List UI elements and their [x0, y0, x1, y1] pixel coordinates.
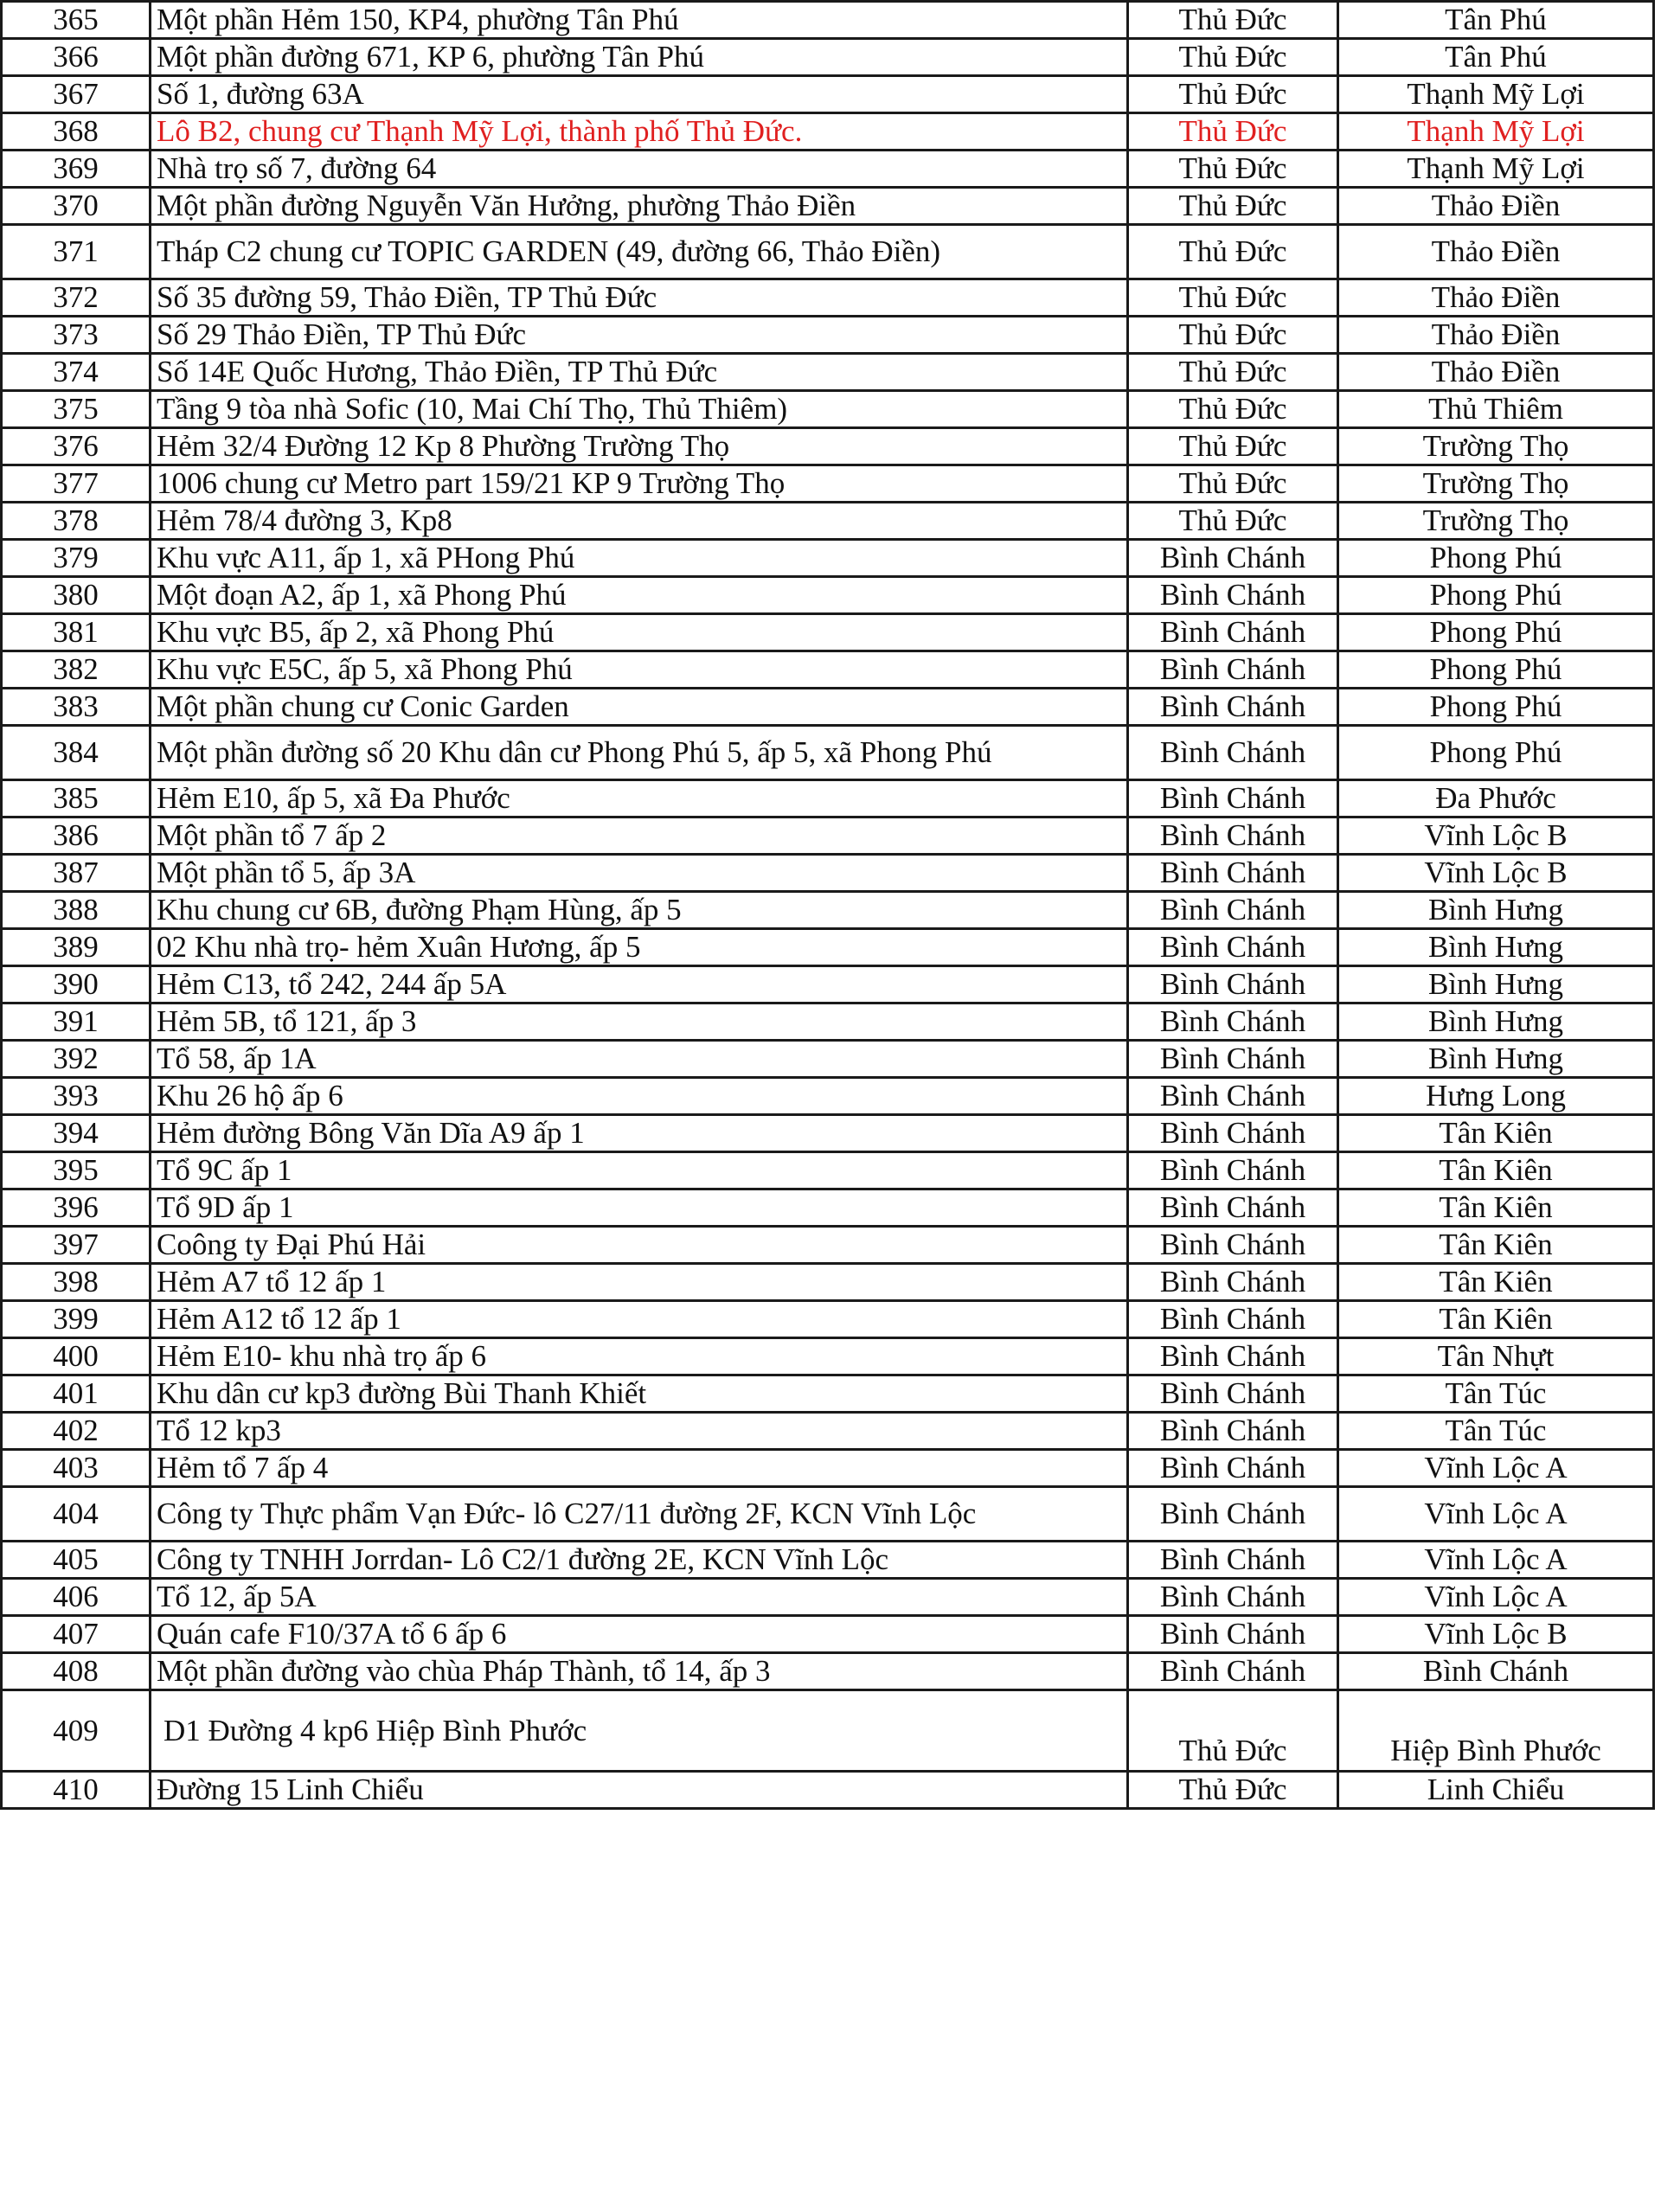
ward-cell: Trường Thọ — [1338, 465, 1654, 503]
row-number-cell: 373 — [2, 317, 151, 354]
ward-cell: Hiệp Bình Phước — [1338, 1690, 1654, 1772]
ward-cell: Phong Phú — [1338, 614, 1654, 651]
address-cell: Nhà trọ số 7, đường 64 — [151, 151, 1128, 188]
ward-cell: Tân Nhựt — [1338, 1338, 1654, 1375]
district-cell: Thủ Đức — [1128, 151, 1338, 188]
district-cell: Thủ Đức — [1128, 2, 1338, 39]
table-row — [2, 1375, 1654, 1413]
row-number-cell: 366 — [2, 39, 151, 76]
district-cell: Bình Chánh — [1128, 1115, 1338, 1152]
district-cell: Bình Chánh — [1128, 614, 1338, 651]
row-number-cell: 387 — [2, 855, 151, 892]
row-number-cell: 379 — [2, 540, 151, 577]
address-cell: Tổ 12 kp3 — [151, 1413, 1128, 1450]
table-row — [2, 1189, 1654, 1227]
district-cell: Bình Chánh — [1128, 1003, 1338, 1041]
row-number-cell: 410 — [2, 1772, 151, 1809]
ward-cell: Vĩnh Lộc A — [1338, 1487, 1654, 1542]
address-cell: Tổ 12, ấp 5A — [151, 1579, 1128, 1616]
district-cell: Thủ Đức — [1128, 113, 1338, 151]
table-row — [2, 279, 1654, 317]
district-cell: Thủ Đức — [1128, 1772, 1338, 1809]
ward-cell: Tân Kiên — [1338, 1264, 1654, 1301]
address-cell: Hẻm E10, ấp 5, xã Đa Phước — [151, 780, 1128, 817]
address-cell: Số 1, đường 63A — [151, 76, 1128, 113]
table-row — [2, 317, 1654, 354]
address-cell: Tổ 58, ấp 1A — [151, 1041, 1128, 1078]
address-cell: Tổ 9D ấp 1 — [151, 1189, 1128, 1227]
row-number-cell: 368 — [2, 113, 151, 151]
address-cell: Khu dân cư kp3 đường Bùi Thanh Khiết — [151, 1375, 1128, 1413]
table-row — [2, 1152, 1654, 1189]
table-row — [2, 966, 1654, 1003]
table-row — [2, 113, 1654, 151]
row-number-cell: 401 — [2, 1375, 151, 1413]
district-cell: Bình Chánh — [1128, 540, 1338, 577]
address-cell: Công ty Thực phẩm Vạn Đức- lô C27/11 đường 2F, KCN Vĩnh Lộc — [151, 1487, 1128, 1542]
row-number-cell: 408 — [2, 1653, 151, 1690]
ward-cell: Trường Thọ — [1338, 428, 1654, 465]
ward-cell: Vĩnh Lộc A — [1338, 1542, 1654, 1579]
address-cell: Một phần tổ 7 ấp 2 — [151, 817, 1128, 855]
address-cell: Hẻm 78/4 đường 3, Kp8 — [151, 503, 1128, 540]
table-row — [2, 1542, 1654, 1579]
ward-cell: Phong Phú — [1338, 540, 1654, 577]
district-cell: Bình Chánh — [1128, 1189, 1338, 1227]
district-cell: Bình Chánh — [1128, 577, 1338, 614]
row-number-cell: 397 — [2, 1227, 151, 1264]
ward-cell: Tân Kiên — [1338, 1152, 1654, 1189]
row-number-cell: 365 — [2, 2, 151, 39]
address-cell: Coông ty Đại Phú Hải — [151, 1227, 1128, 1264]
table-row — [2, 689, 1654, 726]
ward-cell: Thạnh Mỹ Lợi — [1338, 113, 1654, 151]
table-row — [2, 1450, 1654, 1487]
district-cell: Thủ Đức — [1128, 465, 1338, 503]
address-cell: Tầng 9 tòa nhà Sofic (10, Mai Chí Thọ, Thủ Thiêm) — [151, 391, 1128, 428]
ward-cell: Bình Hưng — [1338, 892, 1654, 929]
address-cell: Hẻm 5B, tổ 121, ấp 3 — [151, 1003, 1128, 1041]
table-row — [2, 855, 1654, 892]
table-row — [2, 577, 1654, 614]
table-row — [2, 1413, 1654, 1450]
address-cell: Khu chung cư 6B, đường Phạm Hùng, ấp 5 — [151, 892, 1128, 929]
ward-cell: Hưng Long — [1338, 1078, 1654, 1115]
ward-cell: Tân Kiên — [1338, 1301, 1654, 1338]
address-cell: Tháp C2 chung cư TOPIC GARDEN (49, đường 66, Thảo Điền) — [151, 225, 1128, 279]
row-number-cell: 402 — [2, 1413, 151, 1450]
table-row — [2, 2, 1654, 39]
address-cell: Hẻm A12 tổ 12 ấp 1 — [151, 1301, 1128, 1338]
ward-cell: Đa Phước — [1338, 780, 1654, 817]
table-row — [2, 1690, 1654, 1772]
table-row — [2, 225, 1654, 279]
ward-cell: Thảo Điền — [1338, 225, 1654, 279]
district-cell: Thủ Đức — [1128, 428, 1338, 465]
row-number-cell: 385 — [2, 780, 151, 817]
row-number-cell: 396 — [2, 1189, 151, 1227]
row-number-cell: 370 — [2, 188, 151, 225]
ward-cell: Phong Phú — [1338, 651, 1654, 689]
table-row — [2, 151, 1654, 188]
district-cell: Bình Chánh — [1128, 1375, 1338, 1413]
address-cell: Một phần đường Nguyễn Văn Hưởng, phường Thảo Điền — [151, 188, 1128, 225]
address-cell: Công ty TNHH Jorrdan- Lô C2/1 đường 2E, KCN Vĩnh Lộc — [151, 1542, 1128, 1579]
address-cell: Hẻm 32/4 Đường 12 Kp 8 Phường Trường Thọ — [151, 428, 1128, 465]
address-cell: Đường 15 Linh Chiểu — [151, 1772, 1128, 1809]
table-row — [2, 1003, 1654, 1041]
row-number-cell: 395 — [2, 1152, 151, 1189]
table-row — [2, 503, 1654, 540]
district-cell: Bình Chánh — [1128, 1078, 1338, 1115]
table-row — [2, 1653, 1654, 1690]
row-number-cell: 403 — [2, 1450, 151, 1487]
address-cell: Một phần đường 671, KP 6, phường Tân Phú — [151, 39, 1128, 76]
address-cell: Một phần đường vào chùa Pháp Thành, tổ 14, ấp 3 — [151, 1653, 1128, 1690]
district-cell: Bình Chánh — [1128, 1301, 1338, 1338]
table-row — [2, 1579, 1654, 1616]
district-cell: Thủ Đức — [1128, 503, 1338, 540]
row-number-cell: 378 — [2, 503, 151, 540]
row-number-cell: 398 — [2, 1264, 151, 1301]
address-cell: Lô B2, chung cư Thạnh Mỹ Lợi, thành phố Thủ Đức. — [151, 113, 1128, 151]
table-row — [2, 1264, 1654, 1301]
ward-cell: Tân Túc — [1338, 1375, 1654, 1413]
row-number-cell: 382 — [2, 651, 151, 689]
district-cell: Bình Chánh — [1128, 1542, 1338, 1579]
address-cell: 02 Khu nhà trọ- hẻm Xuân Hương, ấp 5 — [151, 929, 1128, 966]
table-row — [2, 614, 1654, 651]
row-number-cell: 377 — [2, 465, 151, 503]
ward-cell: Thạnh Mỹ Lợi — [1338, 76, 1654, 113]
address-cell: Tổ 9C ấp 1 — [151, 1152, 1128, 1189]
table-row — [2, 428, 1654, 465]
district-cell: Bình Chánh — [1128, 817, 1338, 855]
ward-cell: Thảo Điền — [1338, 188, 1654, 225]
row-number-cell: 367 — [2, 76, 151, 113]
ward-cell: Vĩnh Lộc B — [1338, 1616, 1654, 1653]
table-row — [2, 391, 1654, 428]
row-number-cell: 389 — [2, 929, 151, 966]
row-number-cell: 405 — [2, 1542, 151, 1579]
row-number-cell: 393 — [2, 1078, 151, 1115]
address-cell: Hẻm E10- khu nhà trọ ấp 6 — [151, 1338, 1128, 1375]
ward-cell: Tân Kiên — [1338, 1189, 1654, 1227]
district-cell: Bình Chánh — [1128, 1264, 1338, 1301]
ward-cell: Tân Phú — [1338, 39, 1654, 76]
row-number-cell: 376 — [2, 428, 151, 465]
district-cell: Thủ Đức — [1128, 225, 1338, 279]
district-cell: Bình Chánh — [1128, 1413, 1338, 1450]
row-number-cell: 404 — [2, 1487, 151, 1542]
ward-cell: Bình Hưng — [1338, 929, 1654, 966]
district-cell: Thủ Đức — [1128, 354, 1338, 391]
ward-cell: Thảo Điền — [1338, 317, 1654, 354]
address-cell: Một phần tổ 5, ấp 3A — [151, 855, 1128, 892]
ward-cell: Bình Hưng — [1338, 1003, 1654, 1041]
ward-cell: Thủ Thiêm — [1338, 391, 1654, 428]
district-cell: Bình Chánh — [1128, 855, 1338, 892]
address-cell: Hẻm tổ 7 ấp 4 — [151, 1450, 1128, 1487]
district-cell: Bình Chánh — [1128, 1227, 1338, 1264]
address-cell: Số 14E Quốc Hương, Thảo Điền, TP Thủ Đức — [151, 354, 1128, 391]
table-row — [2, 1041, 1654, 1078]
table-row — [2, 540, 1654, 577]
row-number-cell: 371 — [2, 225, 151, 279]
district-cell: Thủ Đức — [1128, 188, 1338, 225]
row-number-cell: 407 — [2, 1616, 151, 1653]
table-row — [2, 817, 1654, 855]
row-number-cell: 394 — [2, 1115, 151, 1152]
ward-cell: Phong Phú — [1338, 726, 1654, 780]
row-number-cell: 390 — [2, 966, 151, 1003]
table-row — [2, 780, 1654, 817]
table-row — [2, 39, 1654, 76]
ward-cell: Vĩnh Lộc B — [1338, 855, 1654, 892]
row-number-cell: 406 — [2, 1579, 151, 1616]
row-number-cell: 386 — [2, 817, 151, 855]
ward-cell: Phong Phú — [1338, 689, 1654, 726]
row-number-cell: 374 — [2, 354, 151, 391]
district-cell: Thủ Đức — [1128, 317, 1338, 354]
district-cell: Thủ Đức — [1128, 76, 1338, 113]
table-row — [2, 465, 1654, 503]
address-cell: Khu 26 hộ ấp 6 — [151, 1078, 1128, 1115]
table-row — [2, 929, 1654, 966]
table-row — [2, 726, 1654, 780]
row-number-cell: 369 — [2, 151, 151, 188]
row-number-cell: 383 — [2, 689, 151, 726]
district-cell: Bình Chánh — [1128, 1653, 1338, 1690]
ward-cell: Bình Hưng — [1338, 1041, 1654, 1078]
address-cell: Hẻm C13, tổ 242, 244 ấp 5A — [151, 966, 1128, 1003]
district-cell: Bình Chánh — [1128, 780, 1338, 817]
ward-cell: Vĩnh Lộc A — [1338, 1579, 1654, 1616]
table-row — [2, 1115, 1654, 1152]
row-number-cell: 388 — [2, 892, 151, 929]
row-number-cell: 381 — [2, 614, 151, 651]
ward-cell: Tân Kiên — [1338, 1227, 1654, 1264]
ward-cell: Thảo Điền — [1338, 279, 1654, 317]
table-row — [2, 892, 1654, 929]
district-cell: Bình Chánh — [1128, 1579, 1338, 1616]
district-cell: Bình Chánh — [1128, 726, 1338, 780]
address-cell: Khu vực B5, ấp 2, xã Phong Phú — [151, 614, 1128, 651]
address-cell: Hẻm A7 tổ 12 ấp 1 — [151, 1264, 1128, 1301]
row-number-cell: 380 — [2, 577, 151, 614]
district-cell: Thủ Đức — [1128, 1690, 1338, 1772]
address-cell: Hẻm đường Bông Văn Dĩa A9 ấp 1 — [151, 1115, 1128, 1152]
address-cell: D1 Đường 4 kp6 Hiệp Bình Phước — [151, 1690, 1128, 1772]
district-cell: Bình Chánh — [1128, 966, 1338, 1003]
table-row — [2, 1301, 1654, 1338]
district-cell: Bình Chánh — [1128, 892, 1338, 929]
district-cell: Bình Chánh — [1128, 929, 1338, 966]
row-number-cell: 400 — [2, 1338, 151, 1375]
address-cell: Một phần Hẻm 150, KP4, phường Tân Phú — [151, 2, 1128, 39]
row-number-cell: 409 — [2, 1690, 151, 1772]
ward-cell: Vĩnh Lộc A — [1338, 1450, 1654, 1487]
row-number-cell: 391 — [2, 1003, 151, 1041]
ward-cell: Phong Phú — [1338, 577, 1654, 614]
table-row — [2, 1616, 1654, 1653]
district-cell: Bình Chánh — [1128, 1450, 1338, 1487]
district-cell: Bình Chánh — [1128, 1152, 1338, 1189]
ward-cell: Trường Thọ — [1338, 503, 1654, 540]
row-number-cell: 399 — [2, 1301, 151, 1338]
table-row — [2, 1772, 1654, 1809]
district-cell: Bình Chánh — [1128, 1487, 1338, 1542]
address-cell: Khu vực A11, ấp 1, xã PHong Phú — [151, 540, 1128, 577]
ward-cell: Vĩnh Lộc B — [1338, 817, 1654, 855]
address-cell: Một đoạn A2, ấp 1, xã Phong Phú — [151, 577, 1128, 614]
ward-cell: Thạnh Mỹ Lợi — [1338, 151, 1654, 188]
ward-cell: Linh Chiểu — [1338, 1772, 1654, 1809]
district-cell: Bình Chánh — [1128, 1041, 1338, 1078]
address-cell: Khu vực E5C, ấp 5, xã Phong Phú — [151, 651, 1128, 689]
address-cell: Quán cafe F10/37A tổ 6 ấp 6 — [151, 1616, 1128, 1653]
ward-cell: Tân Phú — [1338, 2, 1654, 39]
table-row — [2, 354, 1654, 391]
table-row — [2, 1078, 1654, 1115]
table-row — [2, 651, 1654, 689]
ward-cell: Tân Kiên — [1338, 1115, 1654, 1152]
table-row — [2, 1227, 1654, 1264]
district-cell: Bình Chánh — [1128, 1338, 1338, 1375]
table-row — [2, 1338, 1654, 1375]
table-row — [2, 1487, 1654, 1542]
row-number-cell: 372 — [2, 279, 151, 317]
ward-cell: Bình Chánh — [1338, 1653, 1654, 1690]
row-number-cell: 392 — [2, 1041, 151, 1078]
district-cell: Bình Chánh — [1128, 1616, 1338, 1653]
table-body — [2, 2, 1654, 1809]
address-cell: 1006 chung cư Metro part 159/21 KP 9 Trường Thọ — [151, 465, 1128, 503]
table-row — [2, 188, 1654, 225]
address-cell: Một phần chung cư Conic Garden — [151, 689, 1128, 726]
table-row — [2, 76, 1654, 113]
district-cell: Thủ Đức — [1128, 39, 1338, 76]
row-number-cell: 384 — [2, 726, 151, 780]
ward-cell: Tân Túc — [1338, 1413, 1654, 1450]
district-cell: Thủ Đức — [1128, 279, 1338, 317]
address-cell: Số 29 Thảo Điền, TP Thủ Đức — [151, 317, 1128, 354]
address-cell: Một phần đường số 20 Khu dân cư Phong Phú 5, ấp 5, xã Phong Phú — [151, 726, 1128, 780]
ward-cell: Thảo Điền — [1338, 354, 1654, 391]
district-cell: Thủ Đức — [1128, 391, 1338, 428]
ward-cell: Bình Hưng — [1338, 966, 1654, 1003]
district-cell: Bình Chánh — [1128, 651, 1338, 689]
address-cell: Số 35 đường 59, Thảo Điền, TP Thủ Đức — [151, 279, 1128, 317]
row-number-cell: 375 — [2, 391, 151, 428]
district-cell: Bình Chánh — [1128, 689, 1338, 726]
